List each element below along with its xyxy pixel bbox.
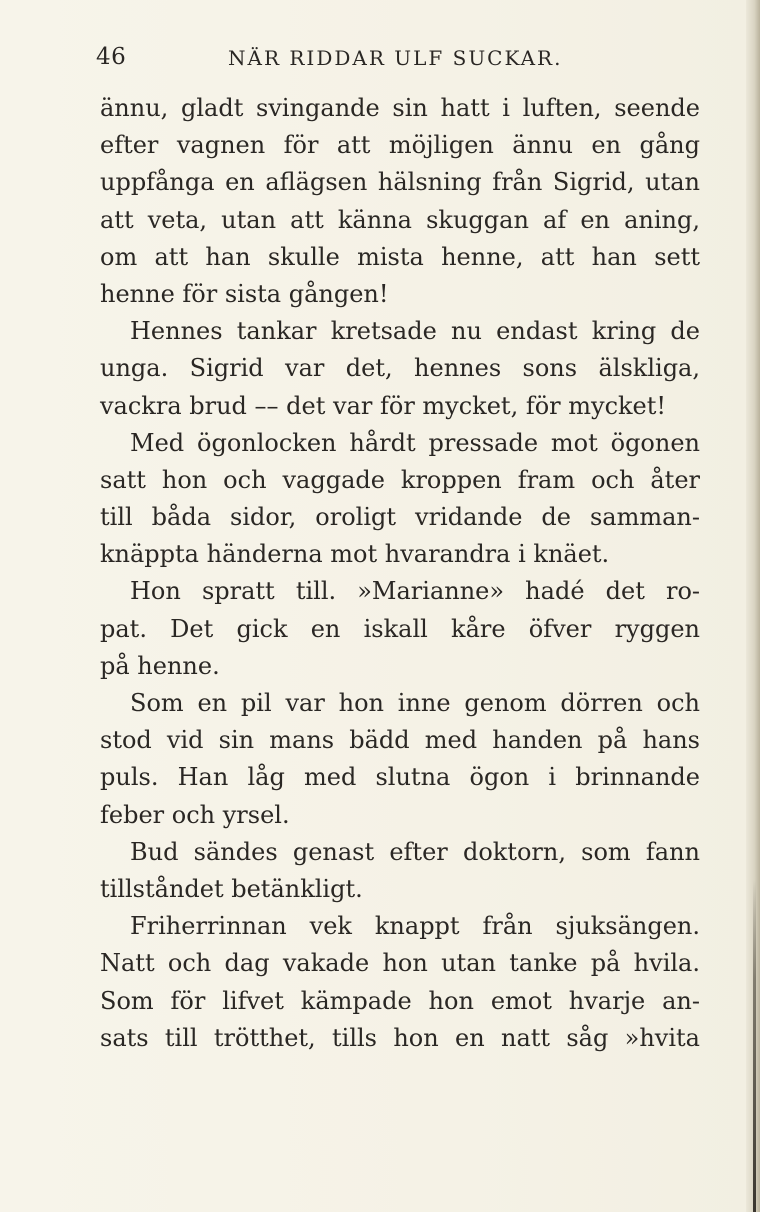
text-line: Bud sändes genast efter doktorn, som fann: [130, 837, 700, 866]
text-line: Hennes tankar kretsade nu endast kring de: [130, 317, 700, 346]
text-line: knäppta händerna mot hvarandra i knäet.: [100, 540, 610, 569]
text-line: Som för lifvet kämpade hon emot hvarje an-: [100, 986, 700, 1015]
text-line: tillståndet betänkligt.: [100, 874, 363, 903]
text-line: Med ögonlocken hårdt pressade mot ögonen: [130, 428, 700, 457]
text-line: Natt och dag vakade hon utan tanke på hvila.: [100, 949, 700, 978]
text-line: Friherrinnan vek knappt från sjuksängen.: [130, 912, 700, 941]
text-line: Som en pil var hon inne genom dörren och: [130, 689, 700, 717]
text-line: sats till trötthet, tills hon en natt såg »hvita: [100, 1023, 700, 1052]
page-edge-shadow: [753, 880, 756, 1212]
page-number: 46: [96, 44, 127, 70]
text-line: unga. Sigrid var det, hennes sons älskliga,: [100, 354, 700, 383]
text-line: puls. Han låg med slutna ögon i brinnande: [100, 763, 700, 792]
text-line: att veta, utan att känna skuggan af en aning,: [100, 205, 700, 234]
text-line: om att han skulle mista henne, att han sett: [100, 242, 700, 271]
text-line: efter vagnen för att möjligen ännu en gång: [100, 131, 700, 160]
text-line: satt hon och vaggade kroppen fram och åter: [100, 465, 700, 494]
running-title: NÄR RIDDAR ULF SUCKAR.: [228, 46, 563, 70]
text-line: uppfånga en aflägsen hälsning från Sigrid, utan: [100, 168, 700, 197]
body-text: [100, 90, 700, 1057]
text-line: stod vid sin mans bädd med handen på hans: [100, 726, 700, 755]
text-line: till båda sidor, oroligt vridande de samman-: [100, 503, 700, 532]
text-line: henne för sista gången!: [100, 279, 389, 308]
text-line: på henne.: [100, 651, 220, 680]
text-line: vackra brud –– det var för mycket, för mycket!: [100, 391, 667, 420]
text-line: pat. Det gick en iskall kåre öfver ryggen: [100, 614, 700, 643]
text-line: ännu, gladt svingande sin hatt i luften, seende: [100, 94, 700, 122]
text-line: feber och yrsel.: [100, 800, 290, 829]
running-header: [96, 44, 702, 80]
text-line: Hon spratt till. »Marianne» hadé det ro-: [130, 577, 700, 606]
